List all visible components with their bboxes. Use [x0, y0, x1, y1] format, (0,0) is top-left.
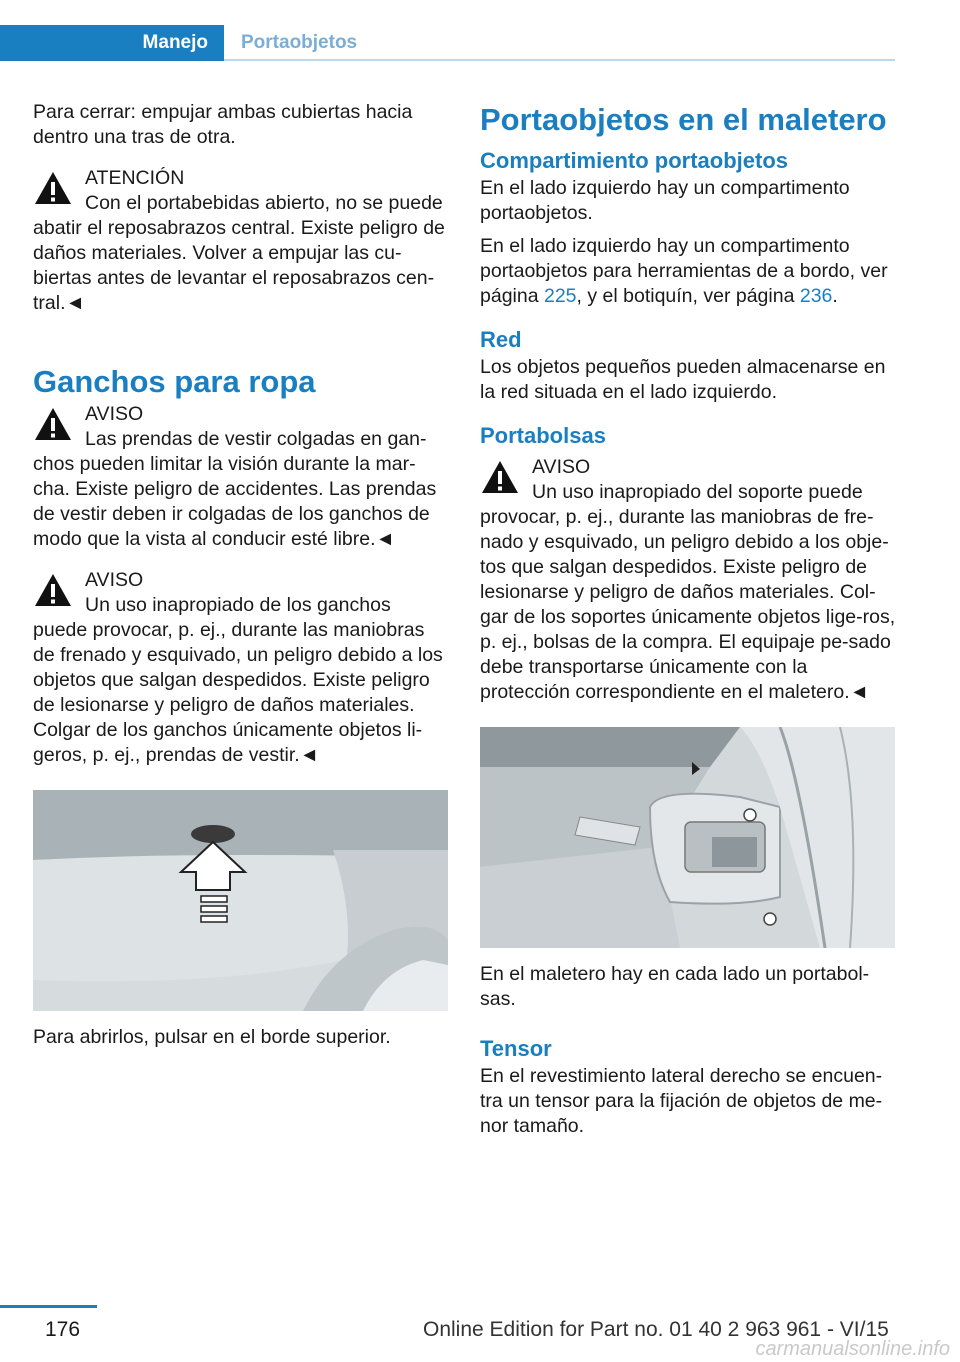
edition-text: Online Edition for Part no. 01 40 2 963 961 - VI/15: [423, 1318, 889, 1341]
warning-box: [33, 568, 449, 768]
paragraph-herramientas: [480, 234, 896, 309]
text-segment: , y el botiquín, ver página: [576, 285, 800, 307]
tab-manejo[interactable]: Manejo: [0, 25, 224, 61]
paragraph-tensor: En el revestimiento lateral derecho se encuen‐tra un tensor para la fijación de objetos de me‐nor tamaño.: [480, 1065, 883, 1137]
warning-text: Con el portabebidas abierto, no se puede abatir el reposabrazos central. Existe peligro de daños materiales. Volver a empujar las cu‐biertas antes de levantar el reposabrazos cen‐tral.◄: [33, 192, 445, 314]
figure-caption: En el maletero hay en cada lado un portabol‐sas.: [480, 963, 870, 1010]
warning-text: Un uso inapropiado del soporte puede provocar, p. ej., durante las maniobras de fre‐nado y esquivado, un peligro debido a los obje‐tos que salgan despedidos. Existe peligro de lesionarse y peligro de daños materiales. Col‐gar de los soportes únicamente objetos lige‐ros, p. ej., bolsas de la compra. El equipaje pe‐sado debe transportarse únicamente con la protección correspondiente en el maletero.◄: [480, 481, 896, 703]
text-segment: En el lado izquierdo hay un compartimento portaobjetos para herramientas de a bordo, ver página: [480, 235, 888, 307]
tab-portaobjetos[interactable]: Portaobjetos: [241, 32, 358, 53]
warning-text: Un uso inapropiado de los ganchos puede provocar, p. ej., durante las maniobras de frenado y esquivado, un peligro debido a los objetos que salgan despedidos. Existe peligro de lesionarse y peligro de daños materiales. Colgar de los ganchos únicamente objetos li‐geros, p. ej., prendas de vestir.◄: [33, 594, 443, 766]
header-divider: [224, 59, 895, 61]
page-link-236[interactable]: 236: [799, 285, 833, 307]
warning-icon: [33, 169, 73, 209]
right-column: [480, 100, 896, 1155]
text-segment: .: [832, 285, 838, 307]
watermark: carmanualsonline.info: [755, 1338, 950, 1360]
warning-icon: [480, 458, 520, 498]
warning-icon: [33, 405, 73, 445]
page-number: 176: [45, 1318, 81, 1341]
warning-box: [480, 455, 896, 705]
subheading-portabolsas: Portabolsas: [480, 423, 606, 448]
left-column: [33, 100, 449, 1066]
page-link-225[interactable]: 225: [543, 285, 577, 307]
header-tabs: [0, 25, 895, 61]
warning-box: [33, 402, 449, 552]
warning-text: Las prendas de vestir colgadas en gan‐chos pueden limitar la visión durante la mar‐cha. Existe peligro de accidentes. Las prendas de vestir deben ir colgadas de los ganchos de modo que la vista al conducir esté libre.◄: [33, 428, 437, 550]
warning-title: ATENCIÓN: [85, 167, 185, 189]
warning-title: AVISO: [85, 569, 144, 591]
intro-paragraph: Para cerrar: empujar ambas cubiertas hacia dentro una tras de otra.: [33, 101, 413, 148]
figure-caption: Para abrirlos, pulsar en el borde superior.: [33, 1026, 391, 1048]
heading-maletero: Portaobjetos en el maletero: [480, 102, 887, 137]
heading-ganchos: Ganchos para ropa: [33, 364, 316, 399]
paragraph-red: Los objetos pequeños pueden almacenarse en la red situada en el lado izquierdo.: [480, 356, 886, 403]
warning-box: [33, 166, 449, 316]
trunk-illustration: [480, 727, 895, 948]
coat-hook-illustration: [33, 790, 448, 1011]
warning-icon: [33, 571, 73, 611]
subheading-tensor: Tensor: [480, 1036, 552, 1061]
footer-divider: [0, 1305, 97, 1308]
subheading-compartimiento: Compartimiento portaobjetos: [480, 148, 789, 173]
subheading-red: Red: [480, 327, 522, 352]
warning-title: AVISO: [85, 403, 144, 425]
warning-title: AVISO: [532, 456, 591, 478]
paragraph-compartimiento: En el lado izquierdo hay un compartimento portaobjetos.: [480, 177, 850, 224]
